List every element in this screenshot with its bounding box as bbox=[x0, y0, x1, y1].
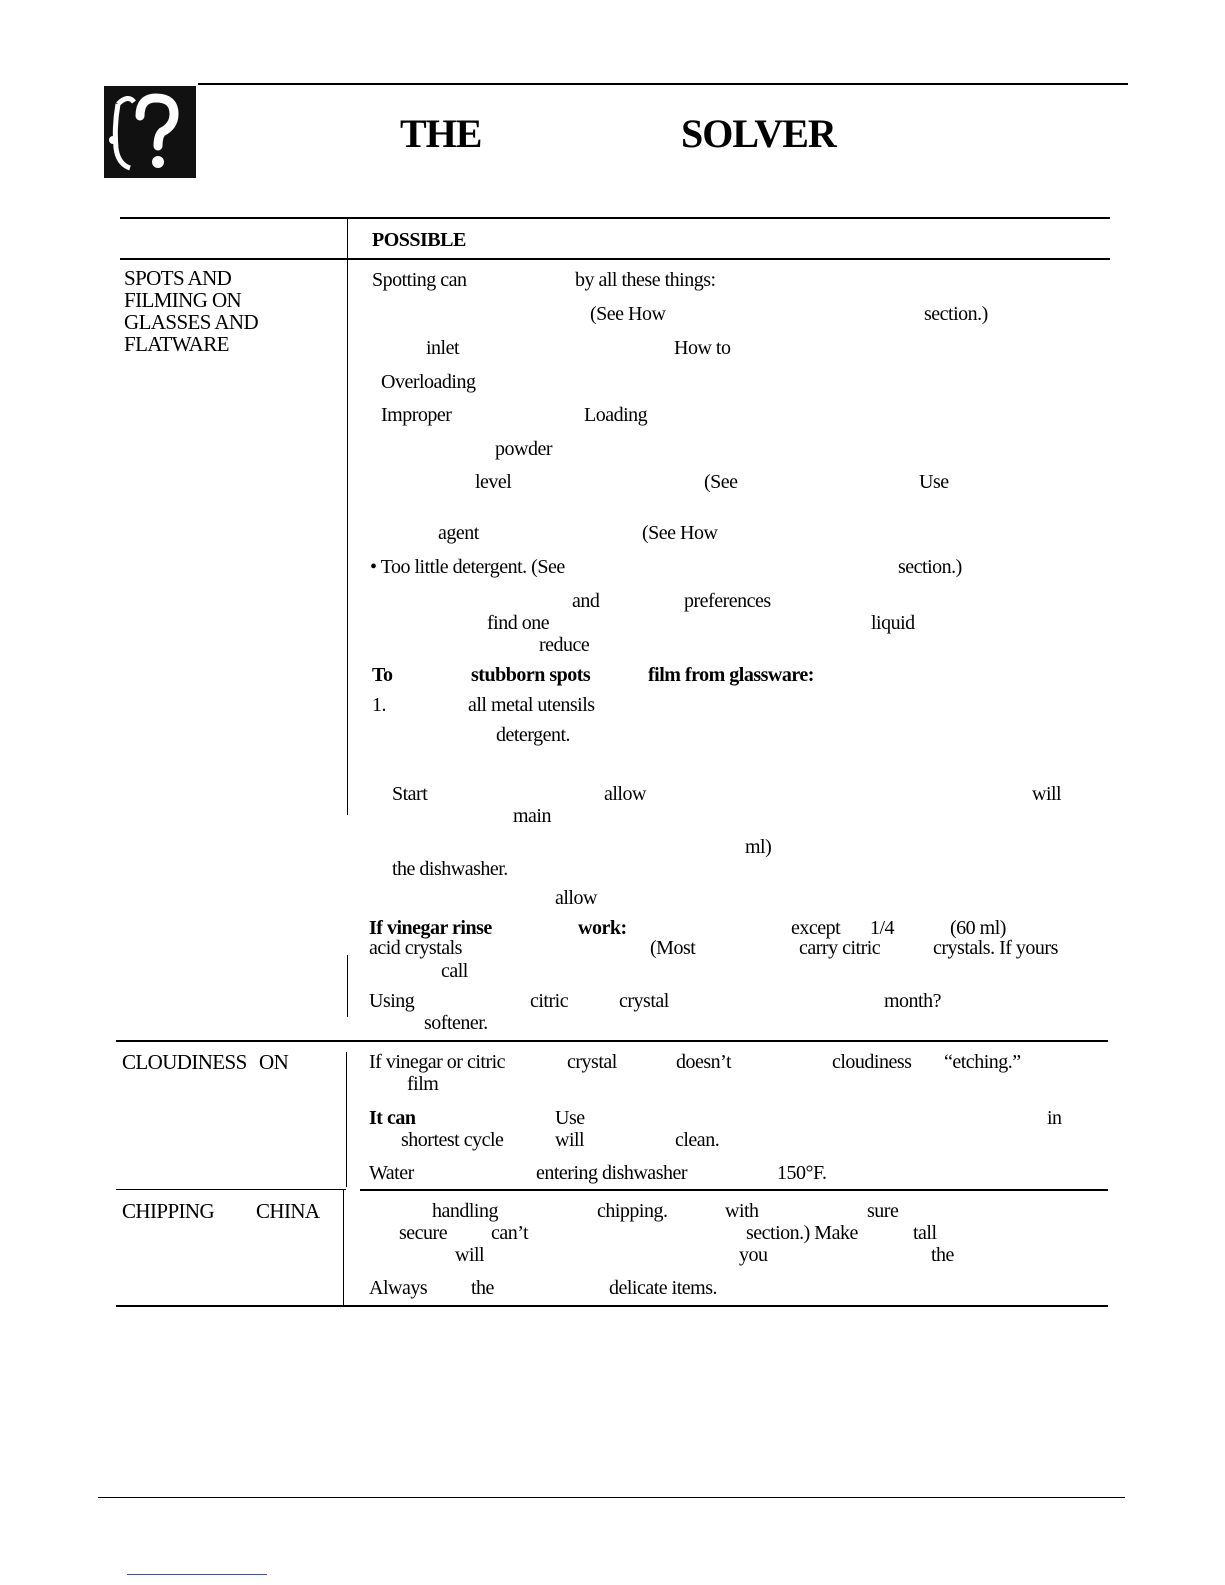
column-divider-2 bbox=[347, 955, 348, 1017]
text-fragment: crystal bbox=[567, 1051, 617, 1073]
text-fragment: sure bbox=[867, 1200, 899, 1222]
text-fragment: (See How bbox=[642, 522, 718, 544]
text-fragment: handling bbox=[432, 1200, 498, 1222]
text-fragment: level bbox=[475, 471, 512, 493]
page-title-word-2: SOLVER bbox=[681, 111, 836, 156]
text-fragment: you bbox=[739, 1244, 768, 1266]
row-rule-1 bbox=[116, 1040, 1108, 1042]
text-fragment: will bbox=[455, 1244, 485, 1266]
text-fragment: section.) bbox=[898, 556, 962, 578]
column-divider-3 bbox=[346, 1052, 347, 1187]
text-fragment: reduce bbox=[539, 634, 590, 656]
text-fragment: except bbox=[791, 917, 841, 939]
text-fragment: chipping. bbox=[597, 1200, 668, 1222]
row-rule-2b bbox=[116, 1189, 346, 1190]
column-divider-4 bbox=[343, 1190, 344, 1306]
text-fragment: month? bbox=[884, 990, 941, 1012]
text-fragment: ml) bbox=[745, 836, 772, 858]
text-fragment: Water bbox=[369, 1162, 414, 1184]
top-rule bbox=[198, 83, 1128, 85]
text-fragment: can’t bbox=[491, 1222, 529, 1244]
text-fragment: work: bbox=[578, 917, 627, 939]
text-fragment: preferences bbox=[684, 590, 771, 612]
text-fragment: cloudiness bbox=[832, 1051, 912, 1073]
text-fragment: (60 ml) bbox=[950, 917, 1006, 939]
text-fragment: by all these things: bbox=[575, 269, 716, 291]
category-chipping-word-1: CHIPPING bbox=[122, 1199, 215, 1223]
text-fragment: with bbox=[725, 1200, 759, 1222]
text-fragment: clean. bbox=[675, 1129, 720, 1151]
text-fragment: 1/4 bbox=[870, 917, 895, 939]
category-spots-line-1: SPOTS AND bbox=[124, 266, 232, 290]
text-fragment: the bbox=[471, 1277, 494, 1299]
text-fragment: section.) Make bbox=[746, 1222, 858, 1244]
text-fragment: • Too little detergent. (See bbox=[370, 556, 565, 578]
text-fragment: liquid bbox=[871, 612, 915, 634]
text-fragment: allow bbox=[555, 887, 597, 909]
page-title-word-1: THE bbox=[400, 111, 482, 156]
text-fragment: crystal bbox=[619, 990, 669, 1012]
column-divider-1 bbox=[347, 219, 348, 815]
text-fragment: powder bbox=[495, 438, 552, 460]
text-fragment: main bbox=[513, 805, 551, 827]
text-fragment: detergent. bbox=[496, 724, 571, 746]
text-fragment: the dishwasher. bbox=[392, 858, 508, 880]
text-fragment: stubborn spots bbox=[471, 664, 591, 686]
text-fragment: carry citric bbox=[799, 937, 881, 959]
text-fragment: shortest cycle bbox=[401, 1129, 504, 1151]
text-fragment: It can bbox=[369, 1107, 416, 1129]
text-fragment: secure bbox=[399, 1222, 448, 1244]
text-fragment: If vinegar or citric bbox=[369, 1051, 506, 1073]
text-fragment: delicate items. bbox=[609, 1277, 718, 1299]
text-fragment: in bbox=[1047, 1107, 1062, 1129]
text-fragment: tall bbox=[913, 1222, 937, 1244]
text-fragment: call bbox=[441, 960, 468, 982]
text-fragment: will bbox=[555, 1129, 585, 1151]
text-fragment: Spotting can bbox=[372, 269, 467, 291]
text-fragment: Using bbox=[369, 990, 415, 1012]
text-fragment: Start bbox=[392, 783, 428, 805]
text-fragment: 1. bbox=[372, 694, 386, 716]
footer-underline bbox=[127, 1574, 267, 1575]
category-spots-line-3: GLASSES AND bbox=[124, 310, 259, 334]
category-cloudiness-word-1: CLOUDINESS bbox=[122, 1050, 247, 1074]
text-fragment: and bbox=[572, 590, 600, 612]
table-top-rule bbox=[120, 217, 1110, 219]
text-fragment: film bbox=[407, 1073, 439, 1095]
text-fragment: Improper bbox=[381, 404, 452, 426]
text-fragment: To bbox=[372, 664, 393, 686]
table-header-rule bbox=[120, 258, 1110, 260]
text-fragment: acid crystals bbox=[369, 937, 462, 959]
category-chipping-word-2: CHINA bbox=[256, 1199, 320, 1223]
text-fragment: (See How bbox=[590, 303, 666, 325]
text-fragment: agent bbox=[438, 522, 479, 544]
category-spots-line-2: FILMING ON bbox=[124, 288, 242, 312]
text-fragment: “etching.” bbox=[944, 1051, 1021, 1073]
text-fragment: film from glassware: bbox=[648, 664, 814, 686]
text-fragment: allow bbox=[604, 783, 646, 805]
text-fragment: doesn’t bbox=[676, 1051, 732, 1073]
text-fragment: Overloading bbox=[381, 371, 476, 393]
text-fragment: How to bbox=[674, 337, 731, 359]
text-fragment: entering dishwasher bbox=[536, 1162, 688, 1184]
footer-rule bbox=[98, 1497, 1125, 1498]
row-rule-2 bbox=[360, 1189, 1108, 1191]
text-fragment: inlet bbox=[426, 337, 460, 359]
text-fragment: Use bbox=[919, 471, 949, 493]
category-cloudiness-word-2: ON bbox=[259, 1050, 289, 1074]
text-fragment: citric bbox=[530, 990, 569, 1012]
column-header: POSSIBLE bbox=[372, 229, 466, 251]
text-fragment: Use bbox=[555, 1107, 585, 1129]
text-fragment: (Most bbox=[650, 937, 696, 959]
text-fragment: all metal utensils bbox=[468, 694, 595, 716]
text-fragment: Always bbox=[369, 1277, 428, 1299]
text-fragment: Loading bbox=[584, 404, 648, 426]
text-fragment: crystals. If yours bbox=[933, 937, 1058, 959]
text-fragment: (See bbox=[704, 471, 738, 493]
text-fragment: the bbox=[931, 1244, 954, 1266]
text-fragment: section.) bbox=[924, 303, 988, 325]
text-fragment: will bbox=[1032, 783, 1062, 805]
text-fragment: If vinegar rinse bbox=[369, 917, 492, 939]
text-fragment: softener. bbox=[424, 1012, 488, 1034]
text-fragment: 150°F. bbox=[777, 1162, 827, 1184]
question-face-icon bbox=[104, 86, 196, 178]
text-fragment: find one bbox=[487, 612, 550, 634]
table-bottom-rule bbox=[116, 1305, 1108, 1307]
category-spots-line-4: FLATWARE bbox=[124, 332, 229, 356]
